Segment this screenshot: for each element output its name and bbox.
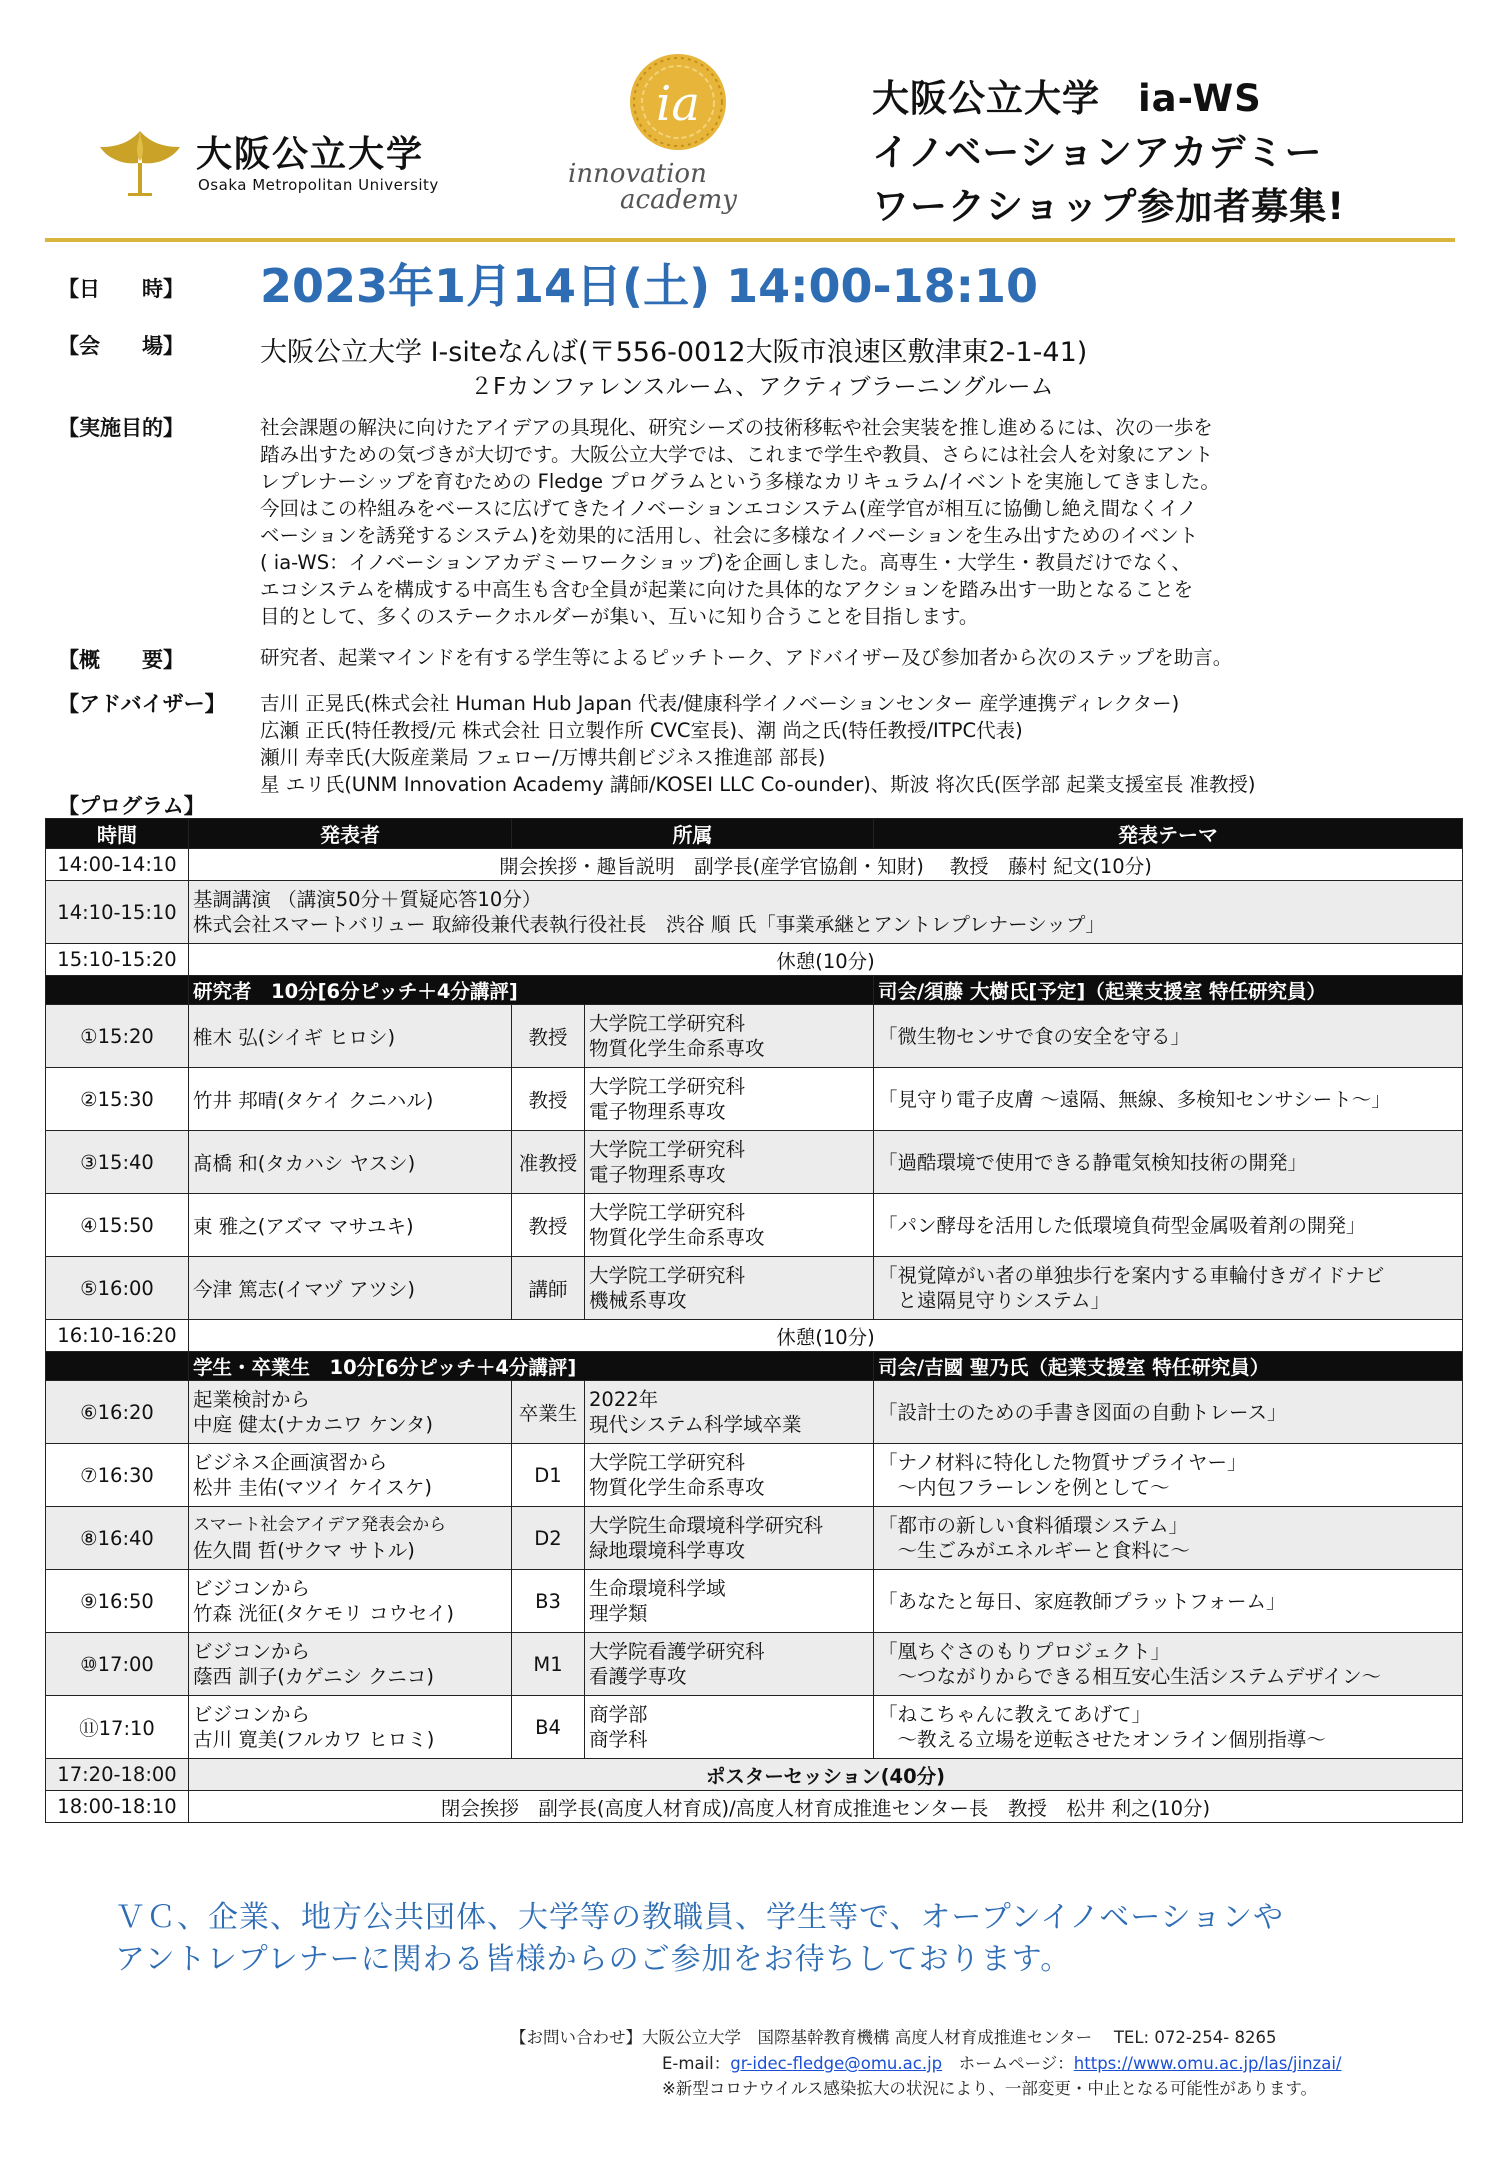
table-row xyxy=(46,1759,1463,1791)
university-ginkgo-logo xyxy=(98,125,182,197)
email-link[interactable]: gr-idec-fledge@omu.ac.jp xyxy=(730,2054,943,2073)
university-name-en: Osaka Metropolitan University xyxy=(198,176,439,194)
advisor-item: 瀬川 寿幸氏(大阪産業局 フェロー/万博共創ビジネス推進部 部長) xyxy=(260,746,826,769)
program-table xyxy=(45,818,1463,1823)
innovation-academy-logo xyxy=(560,50,800,220)
venue-label: 【会 場】 xyxy=(58,334,184,358)
row-text: ポスターセッション(40分) xyxy=(189,1759,1463,1791)
section-left: 学生・卒業生 10分[6分ピッチ＋4分講評] xyxy=(189,1352,874,1381)
row-time: 14:10-15:10 xyxy=(46,881,189,944)
table-row: ⑧16:40 スマート社会アイデア発表会から 佐久間 哲(サクマ サトル) D2 大学院生命環境科学研究科 緑地環境科学専攻 「都市の新しい食料循環システム」 〜生ごみがエネルギーと食料に〜 xyxy=(46,1507,1463,1570)
event-date: 2023年1月14日(土) 14:00-18:10 xyxy=(260,259,1039,313)
advisor-item: 星 エリ氏(UNM Innovation Academy 講師/KOSEI LLC Co-ounder)、斯波 将次氏(医学部 起業支援室長 准教授) xyxy=(260,773,1256,796)
table-row xyxy=(46,1791,1463,1823)
homepage-link[interactable]: https://www.omu.ac.jp/las/jinzai/ xyxy=(1073,2054,1342,2073)
row-time: 14:00-14:10 xyxy=(46,849,189,881)
row-text: 休憩(10分) xyxy=(189,944,1463,976)
section-row-students xyxy=(46,1352,1463,1381)
ia-logo-innovation: innovation xyxy=(568,159,707,189)
contact-info: 【お問い合わせ】大阪公立大学 国際基幹教育機構 高度人材育成推進センター TEL: 072-254- 8265 xyxy=(510,2028,1277,2047)
invitation-line-2: アントレプレナーに関わる皆様からのご参加をお待ちしております。 xyxy=(115,1942,1072,1977)
header-time: 時間 xyxy=(46,819,189,849)
advisor-item: 広瀬 正氏(特任教授/元 株式会社 日立製作所 CVC室長)、潮 尚之氏(特任教授/ITPC代表) xyxy=(260,719,1023,742)
row-text: 閉会挨拶 副学長(高度人材育成)/高度人材育成推進センター長 教授 松井 利之(10分) xyxy=(189,1791,1463,1823)
table-header-row xyxy=(46,819,1463,849)
purpose-text: 社会課題の解決に向けたアイデアの具現化、研究シーズの技術移転や社会実装を推し進めるには、次の一歩を 踏み出すための気づきが大切です。大阪公立大学では、これまで学生や教員、さらには社会人を対象にアント レプレナーシップを育むための Fledge プログラムという多様なカリキュラム/イベントを実施してきました。 今回はこの枠組みをベースに広げてきたイノベーションエコシステム(産学官が相互に協働し絶え間なくイノ ベーションを誘発するシステム)を効果的に活用し、社会に多様なイノベーションを生み出すためのイベント ( ia-WS：イノベーションアカデミーワークショップ)を企画しました。高専生・大学生・教員だけでなく、 エコシステムを構成する中高生も含む全員が起業に向けた具体的なアクションを踏み出す一助となることを 目的として、多くのステークホルダーが集い、互いに知り合うことを目指します。 xyxy=(260,416,1220,628)
table-row: ⑤16:00 今津 篤志(イマヅ アツシ) 講師 大学院工学研究科 機械系専攻 「視覚障がい者の単独歩行を案内する車輪付きガイドナビ と遠隔見守りシステム」 xyxy=(46,1257,1463,1320)
row-text: 開会挨拶・趣旨説明 副学長(産学官協創・知財) 教授 藤村 紀文(10分) xyxy=(189,849,1463,881)
title-line-3: ワークショップ参加者募集! xyxy=(872,185,1346,228)
section-left: 研究者 10分[6分ピッチ＋4分講評] xyxy=(189,976,874,1005)
contact-links: E-mail：gr-idec-fledge@omu.ac.jp ホームページ：https://www.omu.ac.jp/las/jinzai/ xyxy=(662,2054,1342,2073)
table-row: ④15:50 東 雅之(アズマ マサユキ) 教授 大学院工学研究科 物質化学生命系専攻 「パン酵母を活用した低環境負荷型金属吸着剤の開発」 xyxy=(46,1194,1463,1257)
row-time: 17:20-18:00 xyxy=(46,1759,189,1791)
header-divider xyxy=(45,238,1455,242)
purpose-label: 【実施目的】 xyxy=(58,416,184,440)
table-row: ①15:20 椎木 弘(シイギ ヒロシ) 教授 大学院工学研究科 物質化学生命系専攻 「微生物センサで食の安全を守る」 xyxy=(46,1005,1463,1068)
invitation-line-1: ＶＣ、企業、地方公共団体、大学等の教職員、学生等で、オープンイノベーションや xyxy=(115,1900,1284,1935)
title-line-1: 大阪公立大学 ia-WS xyxy=(872,77,1262,120)
table-row xyxy=(46,944,1463,976)
header-affiliation: 所属 xyxy=(512,819,874,849)
venue-sub: ２Fカンファレンスルーム、アクティブラーニングルーム xyxy=(470,374,1054,400)
table-row: ⑩17:00 ビジコンから 蔭西 訓子(カゲニシ クニコ) M1 大学院看護学研究科 看護学専攻 「凰ちぐさのもりプロジェクト」 〜つながりからできる相互安心生活システムデザイン〜 xyxy=(46,1633,1463,1696)
title-line-2: イノベーションアカデミー xyxy=(872,131,1323,174)
university-name-ja: 大阪公立大学 xyxy=(196,134,425,175)
row-time: 16:10-16:20 xyxy=(46,1320,189,1352)
table-row: ⑪17:10 ビジコンから 古川 寛美(フルカワ ヒロミ) B4 商学部 商学科 「ねこちゃんに教えてあげて」 〜教える立場を逆転させたオンライン個別指導〜 xyxy=(46,1696,1463,1759)
table-row xyxy=(46,1320,1463,1352)
section-right: 司会/吉國 聖乃氏（起業支援室 特任研究員） xyxy=(874,1352,1463,1381)
keynote-cell: 基調講演 （講演50分＋質疑応答10分） 株式会社スマートバリュー 取締役兼代表執行役社長 渋谷 順 氏「事業承継とアントレプレナーシップ」 xyxy=(189,881,1463,944)
covid-note: ※新型コロナウイルス感染拡大の状況により、一部変更・中止となる可能性があります。 xyxy=(662,2079,1318,2098)
table-row xyxy=(46,849,1463,881)
venue-main: 大阪公立大学 I-siteなんば(〒556-0012大阪市浪速区敷津東2-1-41) xyxy=(260,337,1088,368)
advisor-list xyxy=(260,690,1256,798)
row-time: 18:00-18:10 xyxy=(46,1791,189,1823)
row-time: 15:10-15:20 xyxy=(46,944,189,976)
row-text: 休憩(10分) xyxy=(189,1320,1463,1352)
advisor-item: 吉川 正晃氏(株式会社 Human Hub Japan 代表/健康科学イノベーションセンター 産学連携ディレクター) xyxy=(260,692,1180,715)
advisor-label: 【アドバイザー】 xyxy=(58,692,226,716)
ia-logo-academy: academy xyxy=(620,185,737,215)
section-row-researchers xyxy=(46,976,1463,1005)
table-row: ⑦16:30 ビジネス企画演習から 松井 圭佑(マツイ ケイスケ) D1 大学院工学研究科 物質化学生命系専攻 「ナノ材料に特化した物質サプライヤー」 〜内包フラーレンを例として〜 xyxy=(46,1444,1463,1507)
program-label: 【プログラム】 xyxy=(58,794,205,818)
table-row: ②15:30 竹井 邦晴(タケイ クニハル) 教授 大学院工学研究科 電子物理系専攻 「見守り電子皮膚 〜遠隔、無線、多検知センサシート〜」 xyxy=(46,1068,1463,1131)
section-right: 司会/須藤 大樹氏[予定]（起業支援室 特任研究員） xyxy=(874,976,1463,1005)
summary-label: 【概 要】 xyxy=(58,648,184,672)
table-row xyxy=(46,881,1463,944)
header-presenter: 発表者 xyxy=(189,819,512,849)
summary-text: 研究者、起業マインドを有する学生等によるピッチトーク、アドバイザー及び参加者から次のステップを助言。 xyxy=(260,646,1233,669)
table-row: ⑨16:50 ビジコンから 竹森 洸征(タケモリ コウセイ) B3 生命環境科学域 理学類 「あなたと毎日、家庭教師プラットフォーム」 xyxy=(46,1570,1463,1633)
table-row: ⑥16:20 起業検討から 中庭 健太(ナカニワ ケンタ) 卒業生 2022年 現代システム科学域卒業 「設計士のための手書き図面の自動トレース」 xyxy=(46,1381,1463,1444)
date-label: 【日 時】 xyxy=(58,277,184,301)
table-row: ③15:40 髙橋 和(タカハシ ヤスシ) 准教授 大学院工学研究科 電子物理系専攻 「過酷環境で使用できる静電気検知技術の開発」 xyxy=(46,1131,1463,1194)
ia-logo-letters: ia xyxy=(656,76,700,132)
header-theme: 発表テーマ xyxy=(874,819,1463,849)
